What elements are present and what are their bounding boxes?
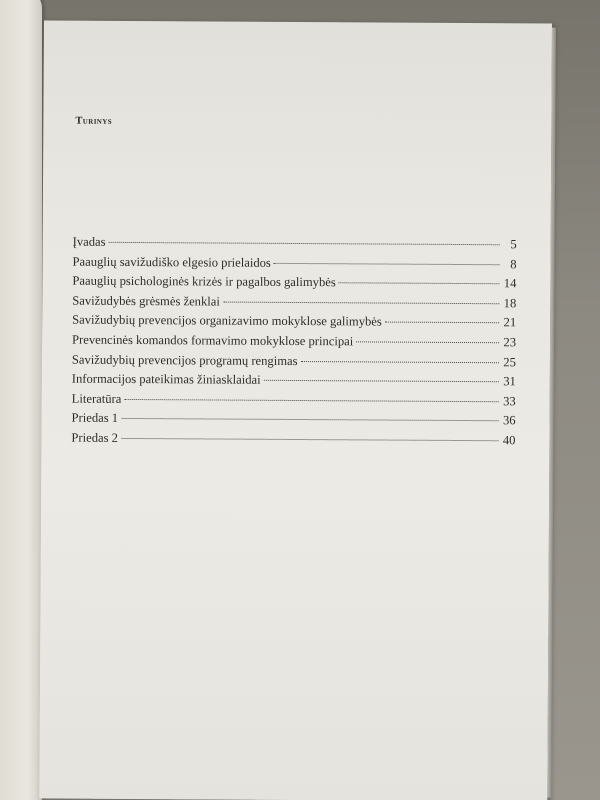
toc-leader-dots xyxy=(301,361,499,363)
toc-entry xyxy=(73,235,517,257)
toc-entry-title: Savižudybių prevencijos programų rengimas xyxy=(71,352,298,368)
toc-heading: Turinys xyxy=(75,115,113,127)
toc-entry xyxy=(72,274,516,296)
toc-entry xyxy=(71,431,515,453)
toc-entry-page: 36 xyxy=(502,413,516,428)
toc-leader-dots xyxy=(223,301,499,304)
toc-entry-title: Paauglių psichologinės krizės ir pagalbos galimybės xyxy=(72,273,336,290)
toc-entry xyxy=(72,411,516,433)
toc-entry-page: 5 xyxy=(510,237,517,252)
toc-leader-dots xyxy=(339,282,500,284)
toc-entry-title: Paauglių savižudiško elgesio prielaidos xyxy=(72,254,271,270)
toc-entry xyxy=(72,333,516,355)
toc-entry xyxy=(72,254,516,276)
toc-entry xyxy=(72,372,516,394)
toc-leader-dots xyxy=(264,380,499,382)
toc-entry-title: Prevencinės komandos formavimo mokyklose principai xyxy=(72,332,354,349)
toc-entry xyxy=(72,313,516,335)
toc-entry-title: Savižudybių prevencijos organizavimo mokyklose galimybės xyxy=(72,313,382,329)
left-page-edge xyxy=(0,0,42,800)
toc-entry-title: Informacijos pateikimas žiniasklaidai xyxy=(71,371,261,387)
toc-leader-dots xyxy=(274,262,500,264)
toc-entry-title: Priedas 1 xyxy=(71,410,119,426)
toc-entry-page: 21 xyxy=(503,315,517,330)
toc-entry-page: 31 xyxy=(503,374,516,389)
table-of-contents xyxy=(71,235,516,453)
toc-leader-dots xyxy=(121,418,498,421)
toc-entry-title: Literatūra xyxy=(71,391,122,406)
toc-entry-page: 18 xyxy=(503,296,517,311)
toc-entry-page: 33 xyxy=(503,394,516,409)
toc-entry xyxy=(72,391,516,413)
toc-leader-dots xyxy=(385,322,499,324)
document-page xyxy=(39,20,552,800)
toc-leader-dots xyxy=(121,438,498,441)
toc-leader-dots xyxy=(109,242,500,245)
toc-entry xyxy=(72,352,516,374)
toc-entry-page: 14 xyxy=(503,276,517,291)
toc-entry-page: 40 xyxy=(502,433,516,448)
toc-entry-page: 23 xyxy=(503,335,517,350)
toc-entry-page: 25 xyxy=(503,354,516,369)
toc-entry-title: Įvadas xyxy=(72,234,106,249)
toc-entry-title: Priedas 2 xyxy=(71,430,119,445)
toc-entry-title: Savižudybės grėsmės ženklai xyxy=(72,293,220,309)
toc-leader-dots xyxy=(356,341,499,343)
toc-entry xyxy=(72,293,516,315)
toc-entry-page: 8 xyxy=(510,256,517,271)
toc-leader-dots xyxy=(124,399,498,402)
